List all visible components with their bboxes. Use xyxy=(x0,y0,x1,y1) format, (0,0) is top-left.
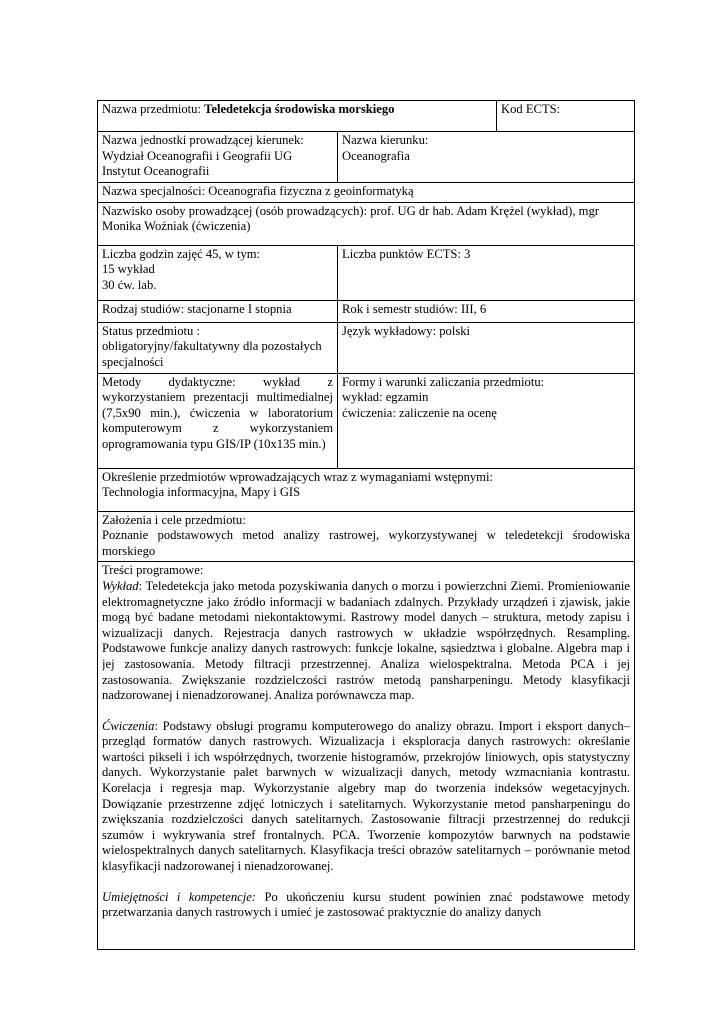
ects-code-cell: Kod ECTS: xyxy=(497,101,635,132)
exercises-label: Ćwiczenia xyxy=(102,718,155,733)
field-label: Nazwa kierunku: xyxy=(342,133,429,147)
unit-line2: Instytut Oceanografii xyxy=(102,164,210,179)
ects-points-cell: Liczba punktów ECTS: 3 xyxy=(338,245,635,300)
language-cell: Język wykładowy: polski xyxy=(338,322,635,373)
prerequisites-row xyxy=(98,468,635,511)
unit-label: Nazwa jednostki prowadzącej kierunek: xyxy=(102,133,304,147)
paragraph-gap xyxy=(102,875,630,890)
unit-cell xyxy=(98,132,338,183)
content-cell xyxy=(98,562,635,950)
course-name-value: Teledetekcja środowiska morskiego xyxy=(204,102,395,116)
lecture-label: Wykład xyxy=(102,578,139,593)
goals-value: Poznanie podstawowych metod analizy rastrowej, wykorzystywanej w teledetekcji środowiska morskiego xyxy=(102,528,631,558)
goals-cell xyxy=(98,511,635,562)
course-name-cell xyxy=(98,101,497,132)
hours-line2: 15 wykład xyxy=(102,262,155,277)
unit-line1: Wydział Oceanografii i Geografii UG xyxy=(102,148,293,163)
goals-label: Założenia i cele przedmiotu: xyxy=(102,512,246,527)
hours-line1: Liczba godzin zajęć 45, w tym: xyxy=(102,246,261,261)
prerequisites-value: Technologia informacyjna, Mapy i GIS xyxy=(102,485,301,500)
course-name-label: Nazwa przedmiotu: xyxy=(102,102,205,116)
assessment-line1: wykład: egzamin xyxy=(342,390,429,405)
study-type-cell: Rodzaj studiów: stacjonarne I stopnia xyxy=(98,300,338,322)
status-row xyxy=(98,322,635,373)
hours-line3: 30 ćw. lab. xyxy=(102,277,157,292)
assessment-line2: ćwiczenia: zaliczenie na ocenę xyxy=(342,405,497,420)
field-cell xyxy=(338,132,635,183)
prerequisites-cell xyxy=(98,468,635,511)
skills-label: Umiejętności i kompetencje: xyxy=(102,889,256,904)
year-semester-cell: Rok i semestr studiów: III, 6 xyxy=(338,300,635,322)
lecture-paragraph xyxy=(102,579,630,704)
methods-row xyxy=(98,373,635,468)
study-type-row xyxy=(98,300,635,322)
content-label: Treści programowe: xyxy=(102,563,204,578)
content-row xyxy=(98,562,635,950)
prerequisites-label: Określenie przedmiotów wprowadzających wraz z wymaganiami wstępnymi: xyxy=(102,469,493,484)
content-clip xyxy=(102,563,630,947)
status-cell: Status przedmiotu : obligatoryjny/fakultatywny dla pozostałych specjalności xyxy=(98,322,338,373)
instructors-row xyxy=(98,202,635,245)
exercises-paragraph xyxy=(102,719,630,875)
unit-row xyxy=(98,132,635,183)
instructors-cell: Nazwisko osoby prowadzącej (osób prowadzących): prof. UG dr hab. Adam Krężel (wykład), mgr Monika Woźniak (ćwiczenia) xyxy=(98,202,635,245)
exercises-text: : Podstawy obsługi programu komputerowego do analizy obrazu. Import i eksport danych– przegląd formatów danych rastrowych. Wizualizacja i eksploracja danych rastrowych: określanie wartości pikseli i ich współrzędnych, tworzenie histogramów, przekrojów liniowych, opis statystyczny danych. Wykorzystanie palet barwnych w wizualizacji danych, metody wzmacniania kontrastu. Korelacja i regresja map. Wykorzystanie algebry map do tworzenia indeksów wegetacyjnych. Dowiązanie przestrzenne zdjęć lotniczych i satelitarnych. Wykorzystanie metod pansharpeningu do zwiększania rozdzielczości danych satelitarnych. Zastosowanie filtracji przestrzennej do redukcji szumów i wykrywania stref frontalnych. PCA. Tworzenie kompozytów barwnych na podstawie wielospektralnych danych satelitarnych. Klasyfikacja treści obrazów satelitarnych – porównanie metod klasyfikacji nadzorowanej i nienadzorowanej. xyxy=(102,718,631,874)
paragraph-gap xyxy=(102,704,630,719)
specialty-cell: Nazwa specjalności: Oceanografia fizyczna z geoinformatyką xyxy=(98,182,635,202)
skills-text: Po ukończeniu kursu student powinien znać podstawowe metody przetwarzania danych rastrowych i umieć je zastosować praktycznie do analizy danych xyxy=(102,889,631,920)
lecture-text: : Teledetekcja jako metoda pozyskiwania danych o morzu i powierzchni Ziemi. Promieniowanie elektromagnetyczne jako źródło informacji w badaniach zdalnych. Przykłady urządzeń i zjawisk, jakie mogą być badane metodami niekontaktowymi. Rastrowy model danych – struktura, metody zapisu i wizualizacji danych. Rejestracja danych rastrowych w układzie współrzędnych. Resampling. Podstawowe funkcje analizy danych rastrowych: funkcje lokalne, sąsiedztwa i globalne. Algebra map i jej zastosowania. Metody filtracji przestrzennej. Analiza wielospektralna. Metoda PCA i jej zastosowania. Zwiększanie rozdzielczości rastrów metodą pansharpeningu. Metody klasyfikacji nadzorowanej i nienadzorowanej. Analiza porównawcza map. xyxy=(102,578,631,703)
methods-cell: Metody dydaktyczne: wykład z wykorzystaniem prezentacji multimedialnej (7,5x90 min.), ćwiczenia w laboratorium komputerowym z wykorzystaniem oprogramowania typu GIS/IP (10x135 min.) xyxy=(98,373,338,468)
syllabus-table xyxy=(97,100,635,950)
skills-paragraph xyxy=(102,890,630,921)
assessment-label: Formy i warunki zaliczania przedmiotu: xyxy=(342,374,545,389)
assessment-cell xyxy=(338,373,635,468)
hours-cell xyxy=(98,245,338,300)
goals-row xyxy=(98,511,635,562)
hours-row xyxy=(98,245,635,300)
specialty-row xyxy=(98,182,635,202)
course-name-row xyxy=(98,101,635,132)
field-value: Oceanografia xyxy=(342,148,410,163)
